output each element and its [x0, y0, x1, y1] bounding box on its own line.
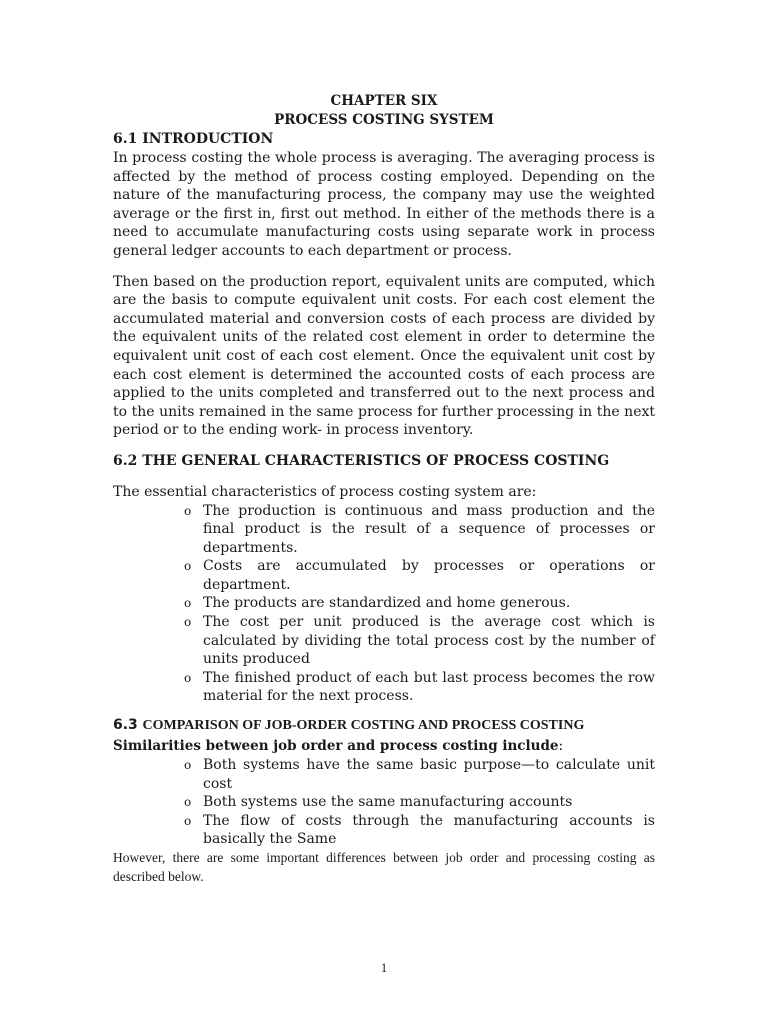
- list-item: o Both systems have the same basic purpose—to calculate unit cost: [184, 757, 655, 792]
- section-3-subheading: Similarities between job order and process costing include:: [113, 738, 564, 755]
- list-item: o The flow of costs through the manufacturing accounts is basically the Same: [184, 812, 655, 848]
- list-item: o Costs are accumulated by processes or operations or department.: [184, 558, 655, 593]
- differences-note: However, there are some important differences between job order and processing costing as described below.: [113, 850, 655, 884]
- bullet-icon: o: [184, 670, 192, 685]
- section-2-heading: 6.2 THE GENERAL CHARACTERISTICS OF PROCESS COSTING: [113, 452, 610, 469]
- page-number: 1: [380, 960, 388, 975]
- bullet-icon: o: [184, 813, 192, 828]
- section-1-paragraph-2: Then based on the production report, equivalent units are computed, which are the basis to compute equivalent unit costs. For each cost element the accumulated material and conversion costs of each process are divided by the equivalent units of the related cost element in order to determine the equivalent unit cost of each cost element. Once the equivalent unit cost by each cost element is determined the accounted costs of each process are applied to the units completed and transferred out to the next process and to the units remained in the same process for further processing in the next period or to the ending work- in process inventory.: [113, 273, 655, 439]
- bullet-icon: o: [184, 559, 192, 574]
- similarities-list: [113, 756, 655, 849]
- document-page: [113, 92, 655, 886]
- list-item: o Both systems use the same manufacturing accounts: [184, 794, 573, 811]
- bullet-icon: o: [184, 596, 192, 611]
- list-item: o The cost per unit produced is the average cost which is calculated by dividing the total process cost by the number of units produced: [184, 614, 655, 668]
- list-item: o The products are standardized and home generous.: [184, 595, 571, 612]
- list-item: o The production is continuous and mass production and the final product is the result of a sequence of processes or departments.: [184, 502, 655, 556]
- list-item: o The finished product of each but last process becomes the row material for the next process.: [184, 669, 655, 705]
- bullet-icon: o: [184, 795, 192, 810]
- section-1-paragraph-1: In process costing the whole process is averaging. The averaging process is affected by the method of process costing employed. Depending on the nature of the manufacturing process, the company may use the weighted average or the first in, first out method. In either of the methods there is a need to accumulate manufacturing costs using separate work in process general ledger accounts to each department or process.: [113, 150, 655, 259]
- section-2-intro: The essential characteristics of process costing system are:: [113, 483, 537, 500]
- bullet-icon: o: [184, 503, 192, 518]
- section-3-heading: 6.3 COMPARISON OF JOB-ORDER COSTING AND PROCESS COSTING: [113, 717, 585, 734]
- chapter-label: CHAPTER SIX: [330, 93, 438, 109]
- characteristics-list: [113, 502, 655, 707]
- section-1-heading: 6.1 INTRODUCTION: [113, 131, 274, 147]
- bullet-icon: o: [184, 758, 192, 773]
- bullet-icon: o: [184, 615, 192, 630]
- chapter-title: PROCESS COSTING SYSTEM: [274, 112, 494, 128]
